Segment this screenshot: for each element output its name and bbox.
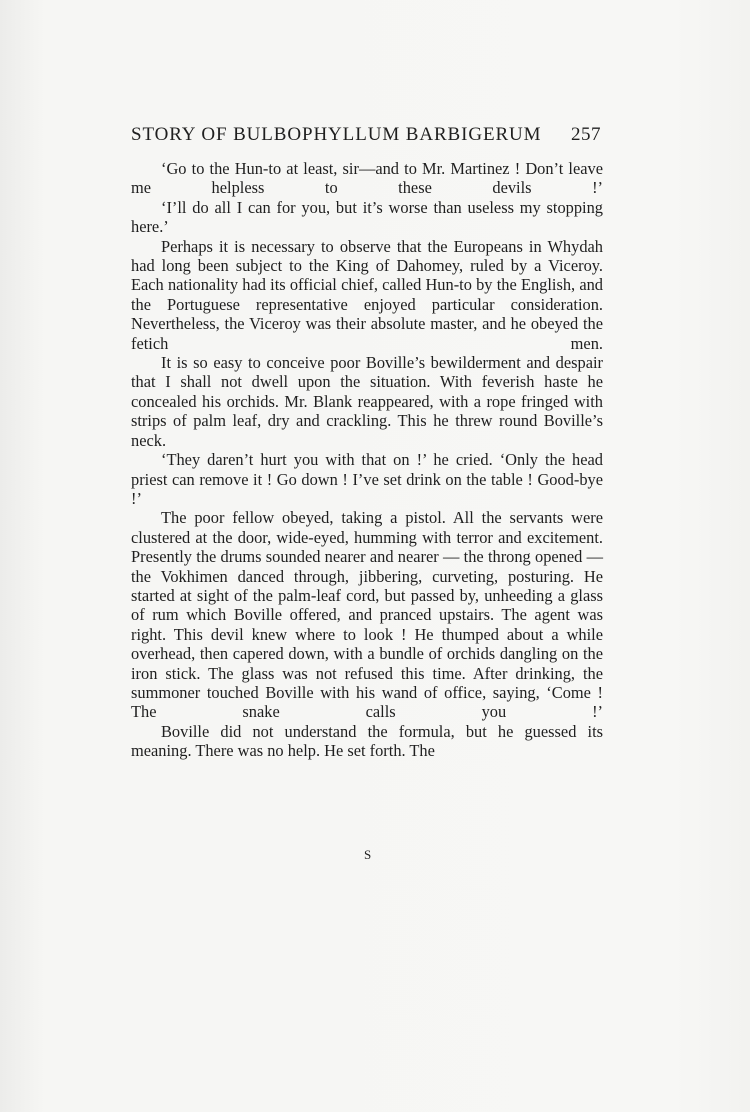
paragraph: Perhaps it is necessary to observe that the Europeans in Whydah had long been subject to the King of Dahomey, ruled by a Viceroy. Each nationality had its official chief, called Hun-to by the English, and the Portuguese representative enjoyed particular consideration. Nevertheless, the Viceroy was their absolute master, and he obeyed the fetich men. (131, 236, 603, 353)
paragraph: ‘Go to the Hun-to at least, sir—and to Mr. Martinez ! Don’t leave me helpless to these devils !’ (131, 159, 603, 198)
body-text (131, 159, 603, 761)
signature-mark: S (364, 847, 372, 862)
paragraph: Boville did not understand the formula, but he guessed its meaning. There was no help. He set forth. The (131, 721, 603, 761)
paragraph: ‘They daren’t hurt you with that on !’ he cried. ‘Only the head priest can remove it ! Go down ! I’ve set drink on the table ! Good-bye !’ (131, 450, 603, 508)
running-title: STORY OF BULBOPHYLLUM BARBIGERUM (131, 124, 542, 145)
page-header (131, 124, 601, 152)
paragraph: The poor fellow obeyed, taking a pistol. All the servants were clustered at the door, wide-eyed, humming with terror and excitement. Presently the drums sounded nearer and nearer — the throng opened — the Vokhimen danced through, jibbering, curveting, posturing. He started at sight of the palm-leaf cord, but passed by, unheeding a glass of rum which Boville offered, and pranced upstairs. The agent was right. This devil knew where to look ! He thumped about a while overhead, then capered down, with a bundle of orchids dangling on the iron stick. The glass was not refused this time. After drinking, the summoner touched Boville with his wand of office, saying, ‘Come ! The snake calls you !’ (131, 508, 603, 722)
page-number: 257 (571, 124, 601, 145)
paragraph: It is so easy to conceive poor Boville’s bewilderment and despair that I shall not dwell upon the situation. With feverish haste he concealed his orchids. Mr. Blank reappeared, with a rope fringed with strips of palm leaf, dry and crackling. This he threw round Boville’s neck. (131, 353, 603, 450)
paragraph: ‘I’ll do all I can for you, but it’s worse than useless my stopping here.’ (131, 197, 603, 237)
